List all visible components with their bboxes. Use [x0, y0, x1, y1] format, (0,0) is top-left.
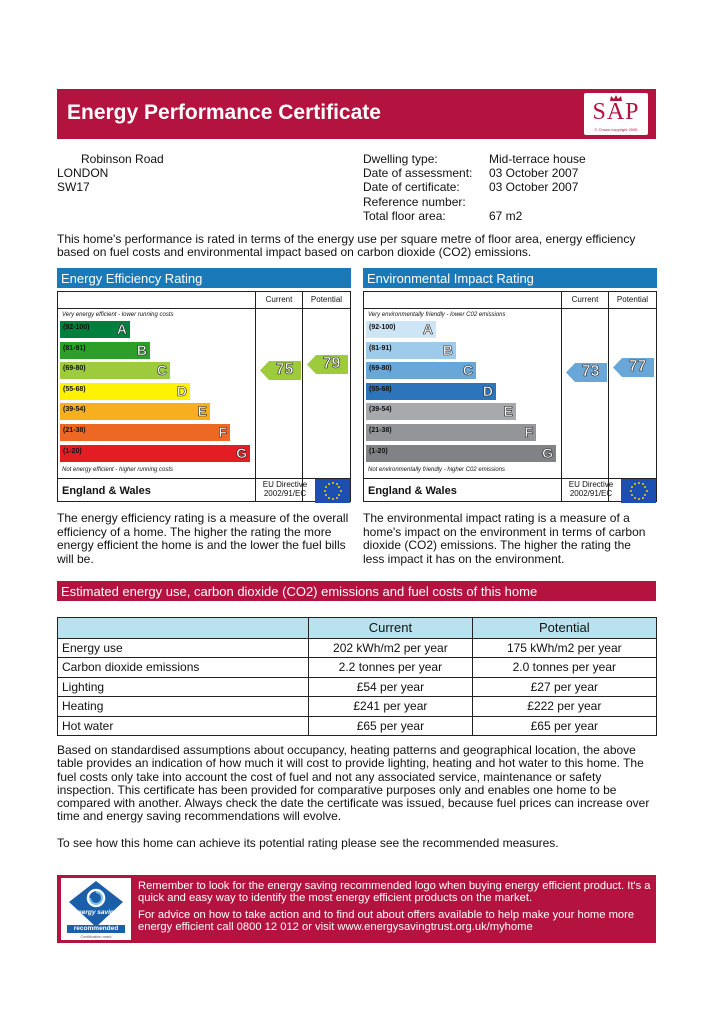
environment-panel-header: Environmental Impact Rating: [363, 268, 657, 288]
page-title: Energy Performance Certificate: [67, 101, 381, 124]
rating-band-c: [366, 362, 476, 379]
row-label: Carbon dioxide emissions: [58, 657, 308, 677]
band-letter: F: [218, 424, 227, 440]
row-potential: 175 kWh/m2 per year: [472, 638, 656, 658]
band-range: (55-68): [63, 385, 86, 393]
potential-column-header: Potential: [310, 295, 343, 304]
divider: [364, 478, 656, 479]
eu-flag-icon: [621, 479, 656, 503]
band-letter: D: [482, 382, 493, 399]
band-letter: B: [136, 341, 147, 358]
potential-rating-arrow: [307, 355, 348, 374]
rating-band-d: [60, 383, 190, 400]
environment-description: The environmental impact rating is a measure of a home's impact on the environment in terms of carbon dioxide (CO2) emissions. The higher the rating the less impact it has on the environment.: [363, 511, 646, 566]
table-header-current: Current: [308, 618, 471, 638]
sap-copyright: © Crown copyright 2005: [594, 127, 638, 132]
star-icon: [324, 490, 326, 492]
eu-directive-line1: EU Directive: [262, 480, 308, 489]
rating-band-g: [60, 445, 250, 462]
rating-band-b: [366, 342, 456, 359]
potential-rating-arrow-value: 77: [628, 358, 647, 376]
table-row: [58, 716, 656, 736]
current-column-header: Current: [571, 295, 599, 304]
band-range: (69-80): [63, 365, 86, 373]
star-icon: [631, 494, 633, 496]
top-note: Very environmentally friendly - lower C02 emissions: [368, 312, 506, 318]
table-header-potential: Potential: [472, 618, 656, 638]
rating-band-e: [366, 403, 516, 420]
star-icon: [328, 483, 330, 485]
row-current: £241 per year: [308, 696, 471, 716]
environment-rating-chart: [363, 291, 657, 502]
band-range: (69-80): [369, 365, 392, 373]
eu-flag-icon: [315, 479, 350, 503]
rating-band-a: [60, 321, 130, 338]
row-potential: £27 per year: [472, 677, 656, 697]
dwelling-type-value: Mid-terrace house: [489, 152, 586, 166]
floor-area-value: 67 m2: [489, 209, 523, 223]
potential-rating-arrow-value: 79: [322, 355, 341, 373]
current-rating-arrow: [260, 361, 301, 380]
star-icon: [634, 483, 636, 485]
logo-certification-text: Certification mark: [80, 934, 112, 939]
star-icon: [336, 483, 338, 485]
rating-band-c: [60, 362, 170, 379]
band-range: (92-100): [369, 324, 396, 331]
rating-band-a: [366, 321, 436, 338]
band-range: (21-38): [369, 427, 392, 434]
divider: [58, 478, 350, 479]
current-column-header: Current: [265, 295, 293, 304]
current-rating-arrow-value: 73: [581, 363, 600, 381]
star-icon: [340, 490, 342, 492]
recommended-text-1: Remember to look for the energy saving recommended logo when buying energy efficient product. It's a quick and easy way to identify the most energy efficient products on the market.: [138, 880, 651, 905]
row-current: 202 kWh/m2 per year: [308, 638, 471, 658]
recommended-text-2: For advice on how to take action and to find out about offers available to help make your home more energy efficient call 0800 12 012 or visit www.energysavingtrust.org.uk/myhome: [138, 909, 635, 934]
rating-band-f: [366, 424, 536, 441]
star-icon: [644, 494, 646, 496]
band-letter: C: [156, 362, 167, 379]
star-icon: [332, 498, 334, 500]
rating-band-b: [60, 342, 150, 359]
bottom-note: Not environmentally friendly - higher C02 emissions: [368, 467, 506, 473]
logo-energy-saving-text: energy saving: [74, 909, 118, 916]
band-letter: E: [197, 403, 207, 420]
efficiency-rating-chart: [57, 291, 351, 502]
star-icon: [646, 490, 648, 492]
row-label: Energy use: [58, 638, 308, 658]
star-icon: [638, 498, 640, 500]
row-label: Hot water: [58, 716, 308, 736]
potential-column-header: Potential: [616, 295, 649, 304]
band-range: (1-20): [63, 447, 82, 455]
region-label: England & Wales: [62, 485, 151, 497]
star-icon: [328, 497, 330, 499]
table-row: [58, 696, 656, 716]
band-range: (39-54): [369, 406, 392, 414]
rating-band-f: [60, 424, 230, 441]
row-potential: £65 per year: [472, 716, 656, 736]
band-letter: F: [524, 424, 533, 440]
intro-paragraph: This home's performance is rated in terms of the energy use per square metre of floor area, energy efficiency based on fuel costs and environmental impact based on carbon dioxide (CO2) emissions.: [57, 232, 636, 259]
divider: [608, 292, 609, 501]
row-current: £65 per year: [308, 716, 471, 736]
table-row: [58, 677, 656, 697]
eu-directive-line1: EU Directive: [568, 480, 614, 489]
rating-band-e: [60, 403, 210, 420]
band-letter: G: [236, 444, 247, 461]
bottom-note: Not energy efficient - higher running costs: [62, 467, 174, 473]
potential-rating-arrow: [613, 358, 654, 377]
row-potential: 2.0 tonnes per year: [472, 657, 656, 677]
efficiency-description: The energy efficiency rating is a measure of the overall efficiency of a home. The higher the rating the more energy efficient the home is and the lower the fuel bills will be.: [57, 511, 349, 566]
current-rating-arrow: [566, 363, 607, 382]
assessment-date-value: 03 October 2007: [489, 166, 579, 180]
sap-logo-text: SAP: [592, 99, 640, 125]
divider: [58, 308, 350, 309]
star-icon: [325, 494, 327, 496]
star-icon: [325, 486, 327, 488]
energy-saving-recommended-logo: [61, 878, 131, 940]
recommended-box: [57, 875, 656, 943]
divider: [364, 308, 656, 309]
star-icon: [630, 490, 632, 492]
current-rating-arrow-value: 75: [275, 360, 294, 378]
rating-band-d: [366, 383, 496, 400]
dwelling-type-label: Dwelling type:: [363, 152, 438, 166]
band-letter: E: [503, 403, 513, 420]
row-label: Lighting: [58, 677, 308, 697]
top-note: Very energy efficient - lower running costs: [62, 312, 174, 318]
row-label: Heating: [58, 696, 308, 716]
logo-recommended-text: recommended: [73, 925, 119, 932]
eu-directive-text: [561, 480, 621, 498]
band-range: (39-54): [63, 406, 86, 414]
star-icon: [631, 486, 633, 488]
band-range: (1-20): [369, 447, 388, 455]
efficiency-panel-header: Energy Efficiency Rating: [57, 268, 351, 288]
band-letter: D: [176, 382, 187, 399]
table-row: [58, 638, 656, 658]
estimates-header: Estimated energy use, carbon dioxide (CO2) emissions and fuel costs of this home: [57, 581, 656, 601]
see-measures-text: To see how this home can achieve its potential rating please see the recommended measures.: [57, 836, 559, 850]
star-icon: [638, 482, 640, 484]
band-letter: A: [422, 321, 433, 337]
star-icon: [338, 494, 340, 496]
row-current: 2.2 tonnes per year: [308, 657, 471, 677]
eu-directive-line2: 2002/91/EC: [263, 489, 307, 498]
band-letter: A: [116, 321, 127, 337]
certificate-date-value: 03 October 2007: [489, 180, 579, 194]
divider: [255, 292, 256, 501]
star-icon: [642, 497, 644, 499]
band-range: (81-91): [63, 344, 86, 352]
divider: [302, 292, 303, 501]
table-row: [58, 657, 656, 677]
assessment-date-label: Date of assessment:: [363, 166, 473, 180]
address-line-2: LONDON: [57, 166, 109, 180]
band-range: (92-100): [63, 324, 90, 331]
table-header-empty: [58, 618, 308, 638]
star-icon: [634, 497, 636, 499]
band-range: (81-91): [369, 344, 392, 352]
sap-logo: [584, 93, 648, 135]
band-letter: G: [542, 444, 553, 461]
rating-band-g: [366, 445, 556, 462]
region-label: England & Wales: [368, 485, 457, 497]
star-icon: [338, 486, 340, 488]
eu-directive-text: [255, 480, 315, 498]
address-line-1: Robinson Road: [81, 152, 164, 166]
band-range: (55-68): [369, 385, 392, 393]
star-icon: [644, 486, 646, 488]
certificate-date-label: Date of certificate:: [363, 180, 460, 194]
band-letter: C: [462, 362, 473, 379]
star-icon: [336, 497, 338, 499]
star-icon: [642, 483, 644, 485]
title-bar: [57, 89, 656, 139]
band-letter: B: [442, 341, 453, 358]
assumptions-paragraph: Based on standardised assumptions about occupancy, heating patterns and geographical location, the above table provides an indication of how much it will cost to provide lighting, heating and hot water to this home. The fuel costs only take into account the cost of fuel and not any associated service, maintenance or safety inspection. This certificate has been provided for comparative purposes only and enables one home to be compared with another. Always check the date the certificate was issued, because fuel prices can increase over time and energy saving recommendations will evolve.: [57, 743, 650, 824]
row-potential: £222 per year: [472, 696, 656, 716]
address-line-3: SW17: [57, 180, 90, 194]
eu-directive-line2: 2002/91/EC: [569, 489, 613, 498]
table-header-row: [58, 618, 656, 638]
estimates-table: [57, 617, 657, 736]
band-range: (21-38): [63, 427, 86, 434]
row-current: £54 per year: [308, 677, 471, 697]
star-icon: [332, 482, 334, 484]
reference-number-label: Reference number:: [363, 195, 466, 209]
divider: [561, 292, 562, 501]
floor-area-label: Total floor area:: [363, 209, 446, 223]
